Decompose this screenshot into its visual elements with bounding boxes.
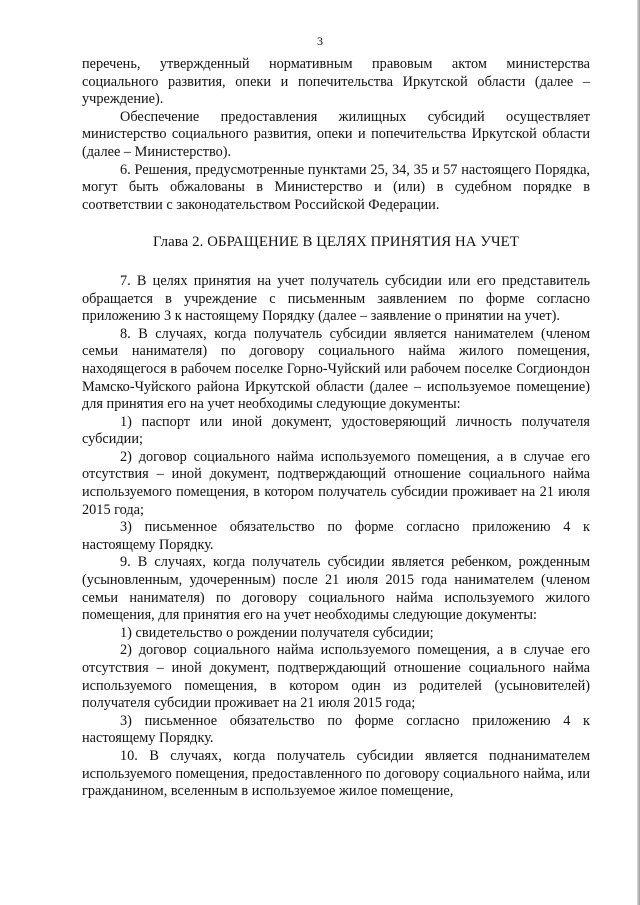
paragraph-item-8-1: 1) паспорт или иной документ, удостоверяющий личность получателя субсидии;: [82, 413, 590, 448]
paragraph-item-8: 8. В случаях, когда получатель субсидии является нанимателем (членом семьи нанимателя) по договору социального найма жилого помещения, находящегося в рабочем поселке Горно-Чуйский или рабочем поселке Согдиондон Мамско-Чуйского района Иркутской области (далее – используемое помещение) для принятия его на учет необходимы следующие документы:: [82, 325, 590, 413]
paragraph-item-9-2: 2) договор социального найма используемого помещения, а в случае его отсутствия – иной документ, подтверждающий отношение социального найма используемого помещения, в котором один из родителей (усыновителей) получателя субсидии проживает на 21 июля 2015 года;: [82, 642, 590, 712]
chapter-heading: Глава 2. ОБРАЩЕНИЕ В ЦЕЛЯХ ПРИНЯТИЯ НА УЧЕТ: [153, 234, 519, 251]
paragraph-provision: Обеспечение предоставления жилищных субсидий осуществляет министерство социального развития, опеки и попечительства Иркутской области (далее – Министерство).: [82, 108, 590, 160]
paragraph-item-8-3: 3) письменное обязательство по форме согласно приложению 4 к настоящему Порядку.: [82, 519, 590, 553]
document-body: [82, 56, 590, 801]
paragraph-item-10: 10. В случаях, когда получатель субсидии является поднанимателем используемого помещения, предоставленного по договору социального найма, или гражданином, вселенным в используемое жилое помещение,: [82, 747, 590, 800]
paragraph-item-9: 9. В случаях, когда получатель субсидии является ребенком, рожденным (усыновленным, удочеренным) после 21 июля 2015 года нанимателем (членом семьи нанимателя) по договору социального найма используемого жилого помещения, для принятия его на учет необходимы следующие документы:: [82, 554, 590, 624]
paragraph-item-9-1: 1) свидетельство о рождении получателя субсидии;: [120, 624, 434, 641]
paragraph-item-6: 6. Решения, предусмотренные пунктами 25, 34, 35 и 57 настоящего Порядка, могут быть обжалованы в Министерство и (или) в судебном порядке в соответствии с законодательством Российской Федерации.: [82, 161, 590, 213]
page-number: 3: [317, 34, 323, 48]
paragraph-item-8-2: 2) договор социального найма используемого помещения, а в случае его отсутствия – иной документ, подтверждающий отношение социального найма используемого помещения, в котором получатель субсидии проживает на 21 июля 2015 года;: [82, 448, 590, 518]
paragraph-item-7: 7. В целях принятия на учет получатель субсидии или его представитель обращается в учреждение с письменным заявлением по форме согласно приложению 3 к настоящему Порядку (далее – заявление о принятии на учет).: [82, 272, 590, 325]
paragraph-continuation: перечень, утвержденный нормативным правовым актом министерства социального развития, опеки и попечительства Иркутской области (далее – учреждение).: [82, 56, 590, 108]
paragraph-item-9-3: 3) письменное обязательство по форме согласно приложению 4 к настоящему Порядку.: [82, 712, 590, 747]
